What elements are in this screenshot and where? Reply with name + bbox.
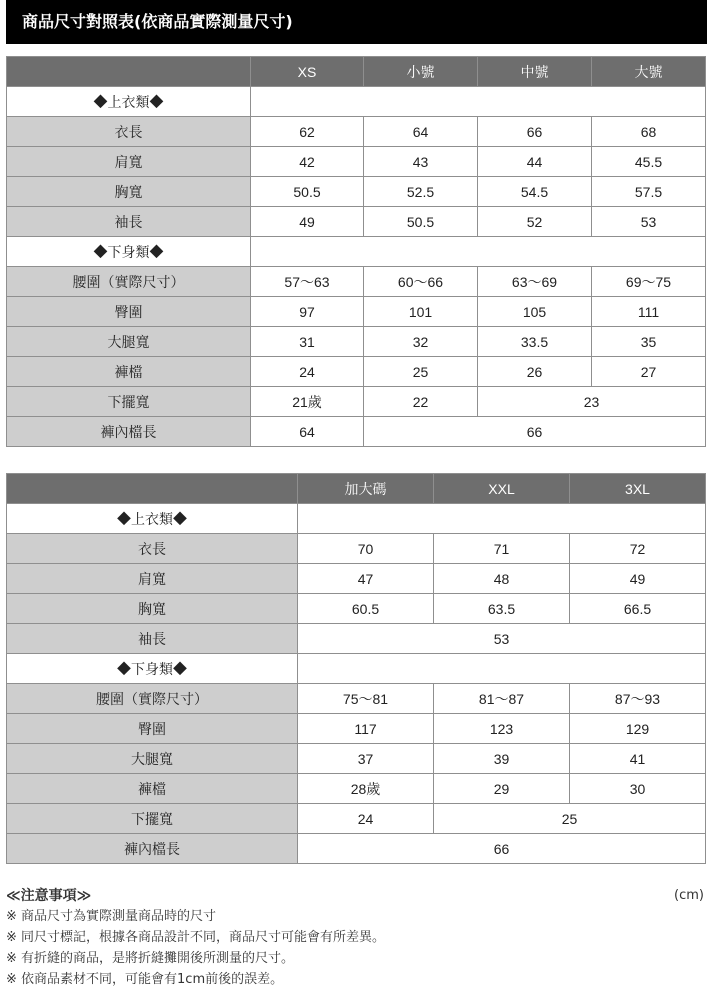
value-cell: 68: [592, 117, 706, 147]
value-cell: 37: [298, 744, 434, 774]
notes-heading: ≪注意事項≫: [6, 888, 92, 904]
table-row: [7, 177, 706, 207]
size-table-standard: [6, 56, 706, 447]
table-row: [7, 714, 706, 744]
value-cell: 29: [434, 774, 570, 804]
table-row: [7, 564, 706, 594]
value-cell: 75～81: [298, 684, 434, 714]
header-cell: XS: [251, 57, 364, 87]
row-label: 臀圍: [7, 297, 251, 327]
row-label: 袖長: [7, 207, 251, 237]
value-cell: 101: [364, 297, 478, 327]
value-cell: 30: [570, 774, 706, 804]
value-cell: 45.5: [592, 147, 706, 177]
merged-value-cell: 66: [364, 417, 706, 447]
header-cell: 大號: [592, 57, 706, 87]
value-cell: 26: [478, 357, 592, 387]
table-row: [7, 684, 706, 714]
row-label: 袖長: [7, 624, 298, 654]
category-label: ◆上衣類◆: [7, 87, 251, 117]
value-cell: 123: [434, 714, 570, 744]
table-row: [7, 834, 706, 864]
row-label: 臀圍: [7, 714, 298, 744]
value-cell: 72: [570, 534, 706, 564]
row-label: 下擺寬: [7, 804, 298, 834]
table-row: [7, 357, 706, 387]
value-cell: 64: [251, 417, 364, 447]
value-cell: 87～93: [570, 684, 706, 714]
value-cell: 66.5: [570, 594, 706, 624]
unit-label: (cm): [674, 888, 704, 903]
table-row: [7, 534, 706, 564]
note-line: ※ 商品尺寸為實際測量商品時的尺寸: [6, 909, 217, 924]
row-label: 腰圍（實際尺寸）: [7, 684, 298, 714]
table-row: [7, 117, 706, 147]
table-row: [7, 327, 706, 357]
table-row: [7, 624, 706, 654]
table-row: [7, 387, 706, 417]
value-cell: 49: [251, 207, 364, 237]
value-cell: 42: [251, 147, 364, 177]
value-cell: 31: [251, 327, 364, 357]
value-cell: 39: [434, 744, 570, 774]
value-cell: 52.5: [364, 177, 478, 207]
table-row: [7, 744, 706, 774]
table-row: [7, 417, 706, 447]
header-cell: 3XL: [570, 474, 706, 504]
value-cell: 27: [592, 357, 706, 387]
value-cell: 66: [478, 117, 592, 147]
value-cell: 111: [592, 297, 706, 327]
value-cell: 54.5: [478, 177, 592, 207]
value-cell: 53: [592, 207, 706, 237]
value-cell: 81～87: [434, 684, 570, 714]
value-cell: 21歲: [251, 387, 364, 417]
value-cell: 64: [364, 117, 478, 147]
row-label: 下擺寬: [7, 387, 251, 417]
merged-value-cell: 23: [478, 387, 706, 417]
header-cell: XXL: [434, 474, 570, 504]
value-cell: 69～75: [592, 267, 706, 297]
value-cell: 47: [298, 564, 434, 594]
empty-cell: [298, 654, 706, 684]
row-label: 衣長: [7, 117, 251, 147]
value-cell: 32: [364, 327, 478, 357]
merged-value-cell: 25: [434, 804, 706, 834]
page-title: 商品尺寸對照表(依商品實際測量尺寸): [6, 0, 707, 44]
note-line: ※ 同尺寸標記，根據各商品設計不同，商品尺寸可能會有所差異。: [6, 930, 386, 945]
row-label: 肩寬: [7, 147, 251, 177]
note-line: ※ 依商品素材不同，可能會有1cm前後的誤差。: [6, 972, 284, 987]
table-row: [7, 804, 706, 834]
table-row: [7, 774, 706, 804]
row-label: 褲檔: [7, 357, 251, 387]
row-label: 衣長: [7, 534, 298, 564]
value-cell: 97: [251, 297, 364, 327]
merged-value-cell: 66: [298, 834, 706, 864]
notes-section: [6, 886, 706, 990]
header-cell: 加大碼: [298, 474, 434, 504]
value-cell: 117: [298, 714, 434, 744]
table-row: [7, 207, 706, 237]
category-row: [7, 237, 706, 267]
table-row: [7, 297, 706, 327]
value-cell: 105: [478, 297, 592, 327]
value-cell: 48: [434, 564, 570, 594]
category-label: ◆下身類◆: [7, 237, 251, 267]
category-row: [7, 87, 706, 117]
empty-cell: [298, 504, 706, 534]
value-cell: 70: [298, 534, 434, 564]
value-cell: 129: [570, 714, 706, 744]
value-cell: 52: [478, 207, 592, 237]
value-cell: 25: [364, 357, 478, 387]
category-row: [7, 504, 706, 534]
value-cell: 71: [434, 534, 570, 564]
value-cell: 44: [478, 147, 592, 177]
value-cell: 63.5: [434, 594, 570, 624]
category-label: ◆下身類◆: [7, 654, 298, 684]
category-row: [7, 654, 706, 684]
header-cell: [7, 57, 251, 87]
value-cell: 43: [364, 147, 478, 177]
row-label: 褲內檔長: [7, 834, 298, 864]
header-cell: [7, 474, 298, 504]
size-table-large: [6, 473, 706, 864]
header-cell: 小號: [364, 57, 478, 87]
value-cell: 22: [364, 387, 478, 417]
table-header-row: [7, 474, 706, 504]
row-label: 胸寬: [7, 177, 251, 207]
value-cell: 41: [570, 744, 706, 774]
value-cell: 57.5: [592, 177, 706, 207]
row-label: 大腿寬: [7, 744, 298, 774]
row-label: 褲檔: [7, 774, 298, 804]
value-cell: 35: [592, 327, 706, 357]
row-label: 褲內檔長: [7, 417, 251, 447]
table-row: [7, 267, 706, 297]
merged-value-cell: 53: [298, 624, 706, 654]
value-cell: 24: [251, 357, 364, 387]
value-cell: 24: [298, 804, 434, 834]
row-label: 胸寬: [7, 594, 298, 624]
value-cell: 60～66: [364, 267, 478, 297]
value-cell: 60.5: [298, 594, 434, 624]
header-cell: 中號: [478, 57, 592, 87]
note-line: ※ 有折縫的商品，是將折縫攤開後所測量的尺寸。: [6, 951, 295, 966]
category-label: ◆上衣類◆: [7, 504, 298, 534]
table-row: [7, 147, 706, 177]
value-cell: 49: [570, 564, 706, 594]
row-label: 肩寬: [7, 564, 298, 594]
row-label: 大腿寬: [7, 327, 251, 357]
value-cell: 50.5: [251, 177, 364, 207]
value-cell: 63～69: [478, 267, 592, 297]
value-cell: 57～63: [251, 267, 364, 297]
table-header-row: [7, 57, 706, 87]
value-cell: 62: [251, 117, 364, 147]
empty-cell: [251, 237, 706, 267]
table-row: [7, 594, 706, 624]
value-cell: 50.5: [364, 207, 478, 237]
value-cell: 33.5: [478, 327, 592, 357]
empty-cell: [251, 87, 706, 117]
value-cell: 28歲: [298, 774, 434, 804]
row-label: 腰圍（實際尺寸）: [7, 267, 251, 297]
